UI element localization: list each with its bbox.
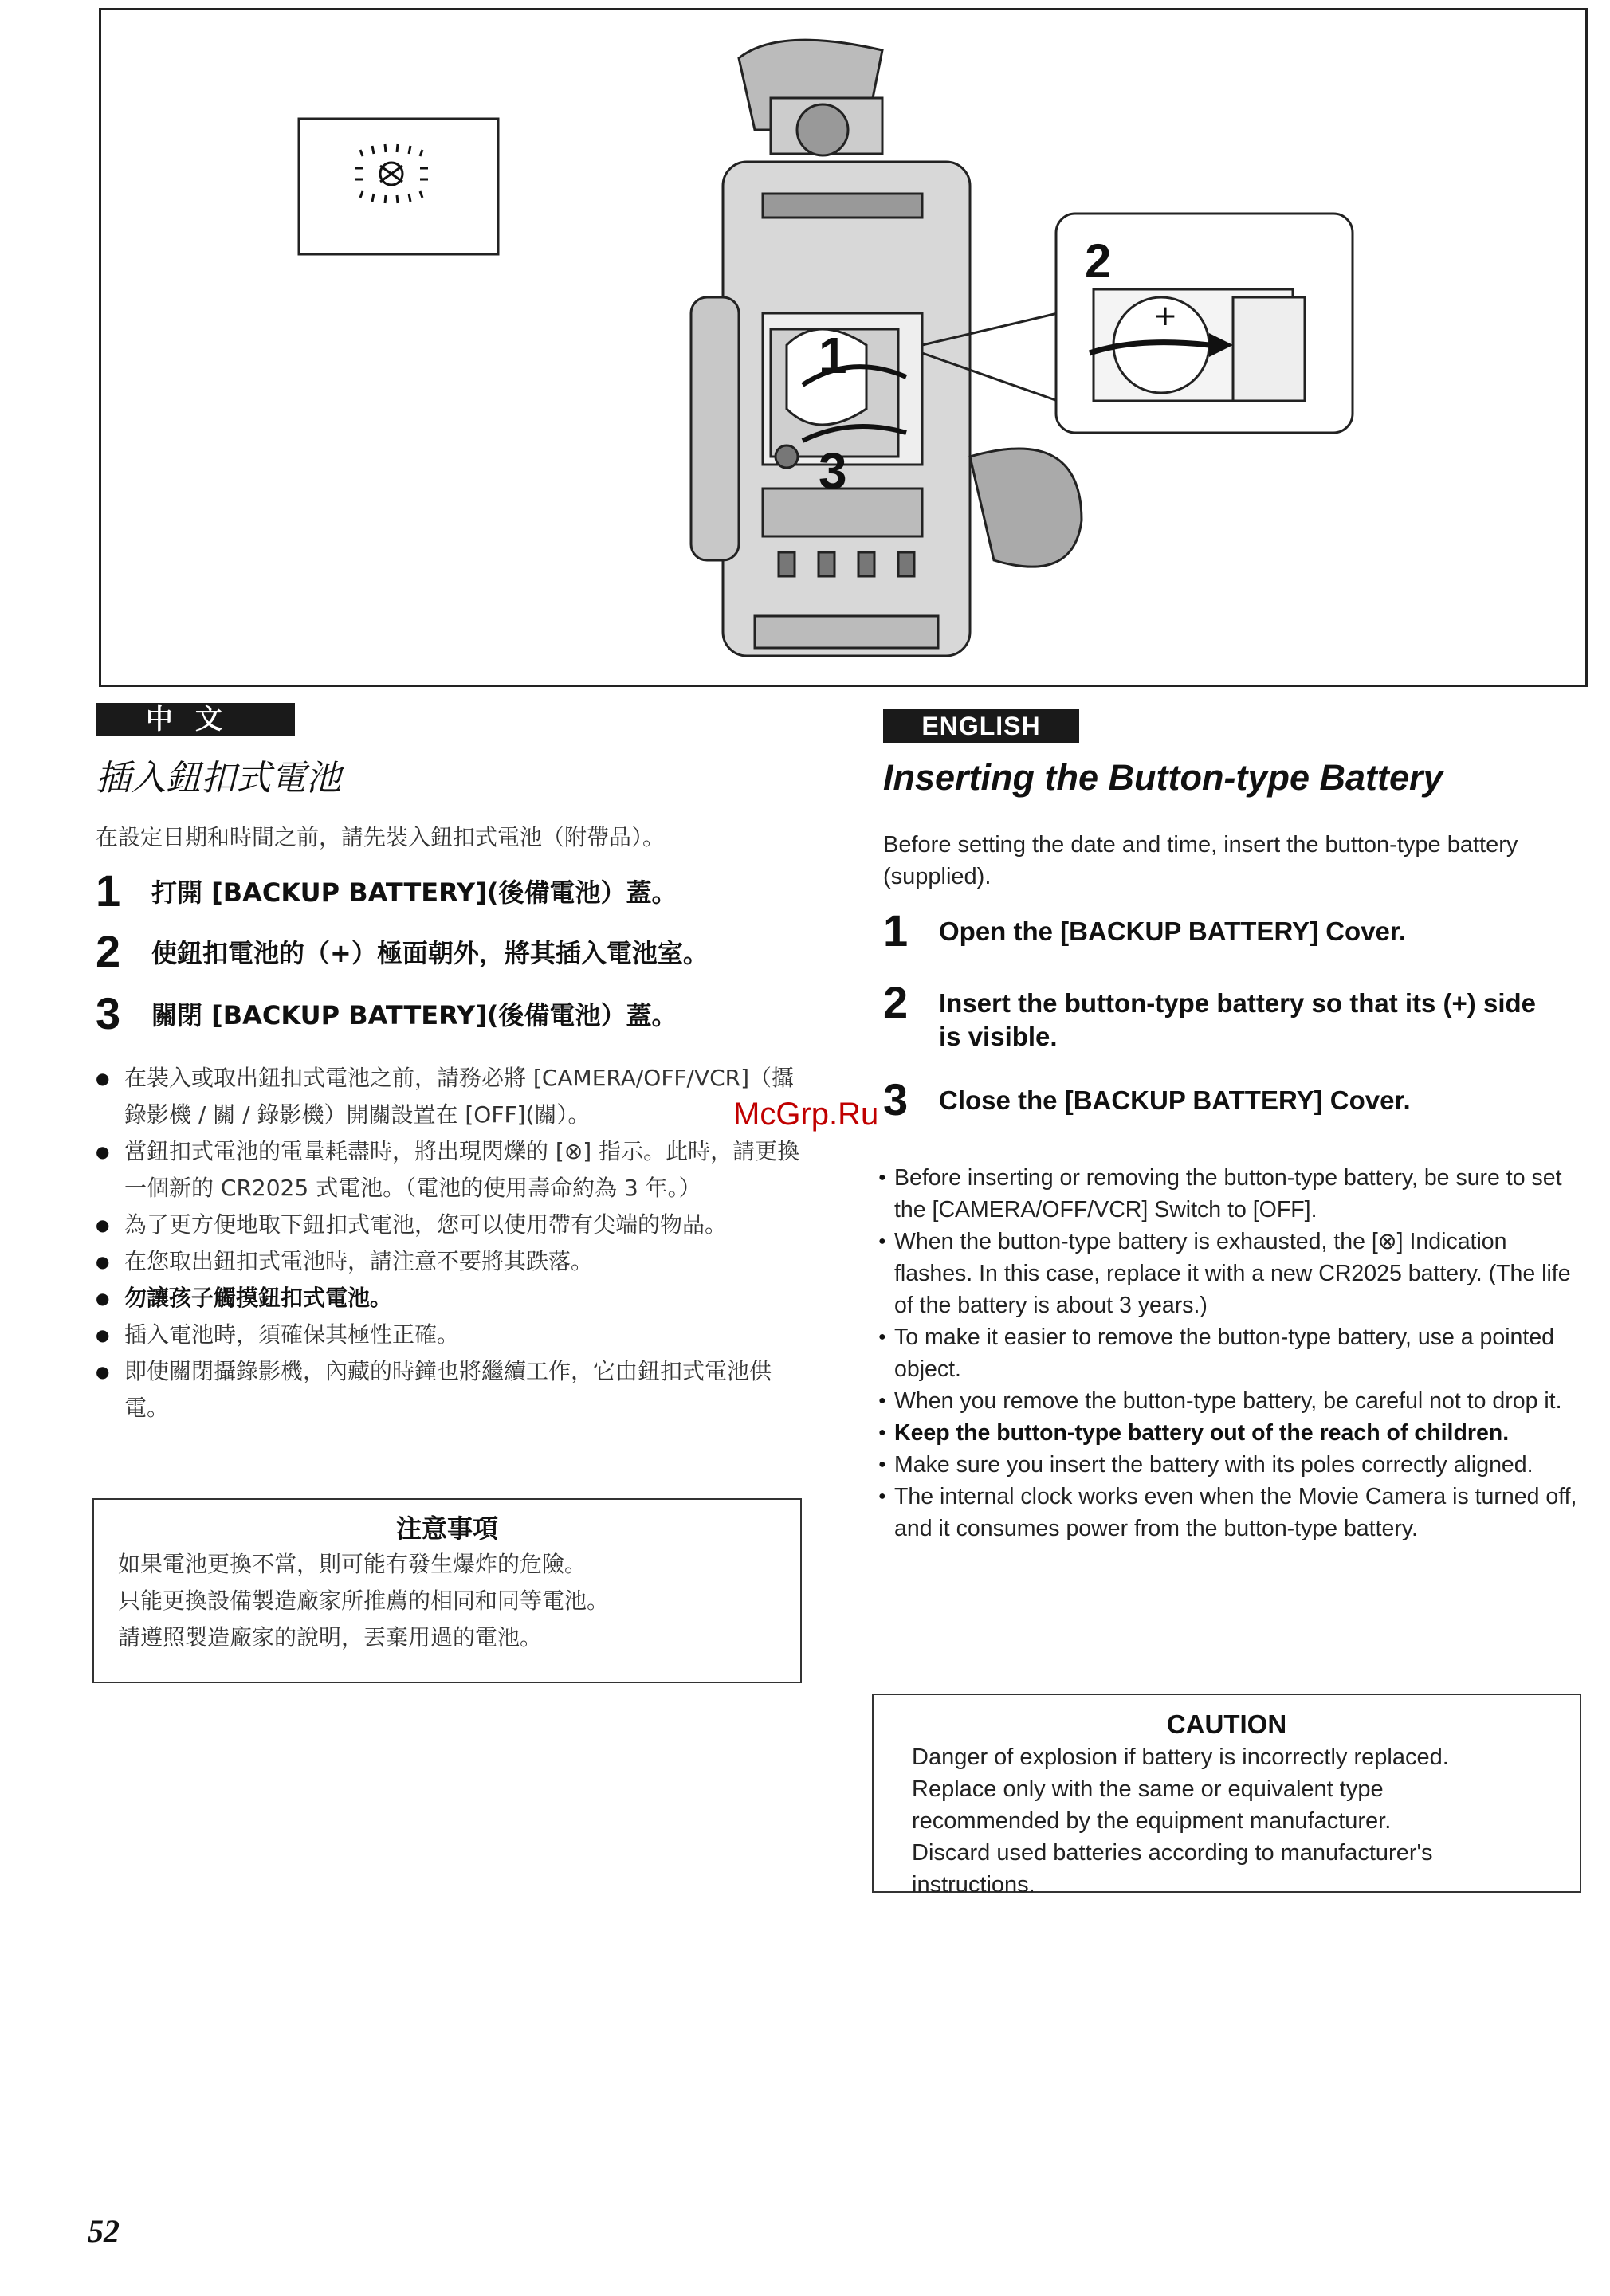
step-number: 1 xyxy=(883,905,909,956)
step-text: 使鈕扣電池的（+）極面朝外，將其插入電池室。 xyxy=(151,938,709,968)
english-step-1 xyxy=(883,905,1584,980)
list-item: ● To make it easier to remove the button-type battery, use a pointed object. xyxy=(878,1321,1580,1385)
callout-2: 2 xyxy=(1085,234,1112,288)
step-text: 打開 [BACKUP BATTERY](後備電池）蓋。 xyxy=(151,877,677,908)
english-language-tag: ENGLISH xyxy=(883,709,1079,743)
illustration-panel xyxy=(99,8,1588,687)
list-item: ● 當鈕扣式電池的電量耗盡時，將出現閃爍的 [⊗] 指示。此時，請更換一個新的 CR2025 式電池。（電池的使用壽命約為 3 年。） xyxy=(96,1133,813,1207)
caution-line: 如果電池更換不當，則可能有發生爆炸的危險。 xyxy=(118,1551,587,1577)
step-number: 3 xyxy=(96,988,121,1038)
caution-line: Danger of explosion if battery is incorrectly replaced. xyxy=(912,1745,1449,1770)
caution-line: instructions. xyxy=(912,1872,1035,1898)
english-intro: Before setting the date and time, insert the button-type battery (supplied). xyxy=(883,832,1518,889)
chinese-title: 插入鈕扣式電池 xyxy=(96,758,341,799)
list-item: ● 插入電池時，須確保其極性正確。 xyxy=(96,1317,813,1353)
chinese-step-2 xyxy=(96,926,813,991)
step-number: 2 xyxy=(96,926,121,976)
chinese-step-3 xyxy=(96,988,813,1038)
step-text: 關閉 [BACKUP BATTERY](後備電池）蓋。 xyxy=(151,1000,677,1030)
list-item: ● 為了更方便地取下鈕扣式電池，您可以使用帶有尖端的物品。 xyxy=(96,1207,813,1243)
english-notes xyxy=(878,1162,1580,1544)
list-item: ● 勿讓孩子觸摸鈕扣式電池。 xyxy=(96,1280,813,1317)
step-number: 3 xyxy=(883,1074,909,1124)
callout-1: 1 xyxy=(819,327,847,384)
list-item: ● Keep the button-type battery out of the reach of children. xyxy=(878,1417,1580,1449)
caution-line: recommended by the equipment manufacturer. xyxy=(912,1808,1392,1834)
step-number: 1 xyxy=(96,865,121,916)
caution-line: 請遵照製造廠家的說明，丟棄用過的電池。 xyxy=(118,1624,543,1650)
list-item: ● Before inserting or removing the button-type battery, be sure to set the [CAMERA/OFF/VCR] Switch to [OFF]. xyxy=(878,1162,1580,1226)
chinese-language-tag: 中文 xyxy=(96,703,295,736)
watermark: McGrp.Ru xyxy=(733,1097,879,1132)
english-step-2 xyxy=(883,977,1584,1077)
svg-text:+: + xyxy=(1153,300,1178,332)
english-caution-box xyxy=(872,1694,1581,1898)
caution-line: Discard used batteries according to manufacturer's xyxy=(912,1840,1433,1866)
step-text: Close the [BACKUP BATTERY] Cover. xyxy=(939,1085,1411,1115)
list-item: ● When you remove the button-type battery, be careful not to drop it. xyxy=(878,1385,1580,1417)
chinese-intro: 在設定日期和時間之前，請先裝入鈕扣式電池（附帶品）。 xyxy=(96,824,666,850)
camcorder-diagram xyxy=(101,10,1590,689)
list-item: ● The internal clock works even when the Movie Camera is turned off, and it consumes power from the button-type battery. xyxy=(878,1481,1580,1544)
chinese-steps xyxy=(96,865,813,1038)
caution-line: Replace only with the same or equivalent type xyxy=(912,1776,1384,1802)
step-text: Open the [BACKUP BATTERY] Cover. xyxy=(939,916,1407,946)
caution-title: CAUTION xyxy=(1166,1709,1287,1739)
list-item: ● When the button-type battery is exhausted, the [⊗] Indication flashes. In this case, replace it with a new CR2025 battery. (The life of the battery is about 3 years.) xyxy=(878,1226,1580,1321)
list-item: ● 在您取出鈕扣式電池時，請注意不要將其跌落。 xyxy=(96,1243,813,1280)
english-steps xyxy=(883,905,1584,1124)
callout-3: 3 xyxy=(819,442,847,500)
list-item: ● Make sure you insert the battery with its poles correctly aligned. xyxy=(878,1449,1580,1481)
caution-line: 只能更換設備製造廠家所推薦的相同和同等電池。 xyxy=(118,1588,610,1614)
step-text: Insert the button-type battery so that its (+) side is visible. xyxy=(939,988,1536,1051)
list-item: ● 即使關閉攝錄影機，內藏的時鐘也將繼續工作，它由鈕扣式電池供電。 xyxy=(96,1353,813,1427)
english-step-3 xyxy=(883,1074,1584,1124)
caution-title: 注意事項 xyxy=(395,1513,498,1544)
chinese-notes xyxy=(96,1060,813,1427)
page-number: 52 xyxy=(88,2213,120,2249)
english-title: Inserting the Button-type Battery xyxy=(883,757,1443,798)
camcorder-body xyxy=(691,40,1082,656)
list-item: ● 在裝入或取出鈕扣式電池之前，請務必將 [CAMERA/OFF/VCR]（攝錄影機 / 關 / 錄影機）開關設置在 [OFF](關）。 xyxy=(96,1060,813,1133)
indicator-box xyxy=(299,119,498,254)
chinese-step-1 xyxy=(96,865,813,929)
chinese-caution-box xyxy=(92,1498,802,1683)
step-number: 2 xyxy=(883,977,909,1027)
